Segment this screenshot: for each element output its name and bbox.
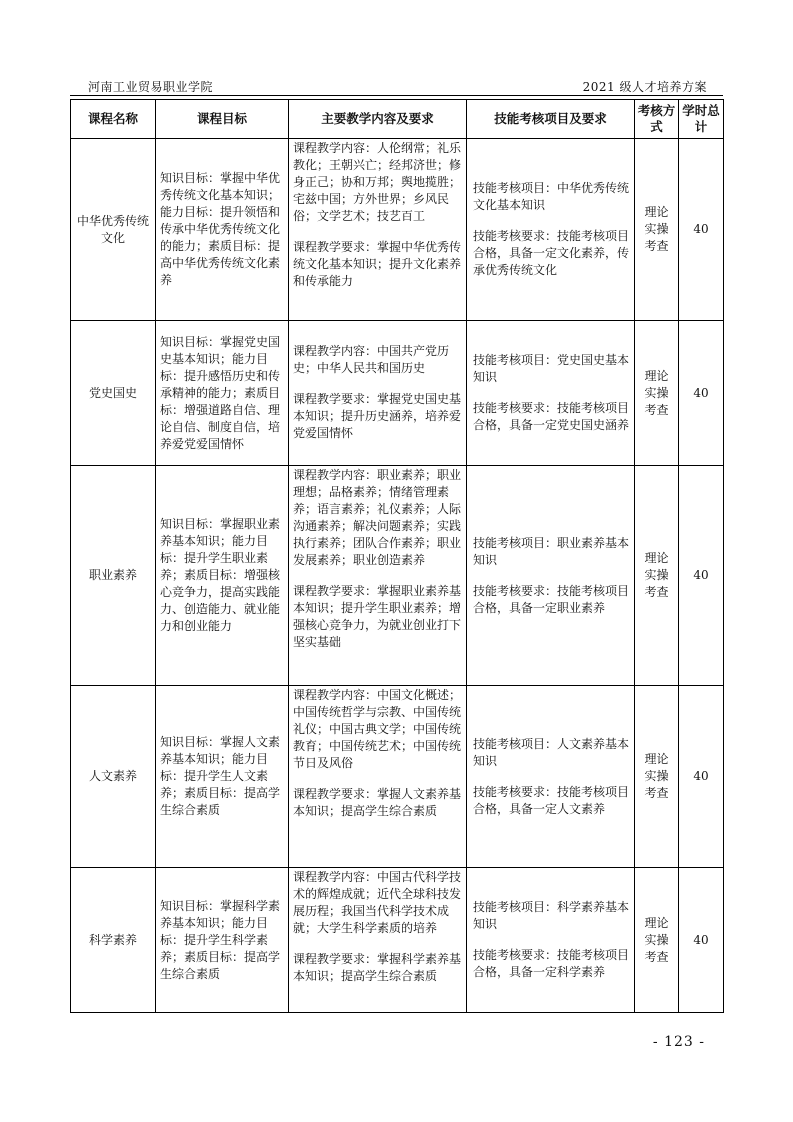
- col-header-course-goal: 课程目标: [156, 100, 289, 139]
- col-header-course-name: 课程名称: [71, 100, 156, 139]
- assessment-method: 理论实操考查: [635, 321, 679, 466]
- skill-item: 技能考核项目：中华优秀传统文化基本知识: [473, 181, 630, 212]
- content-requirements: 课程教学要求：掌握党史国史基本知识；提升历史涵养，培养爱党爱国情怀: [293, 392, 462, 440]
- course-name: 人文素养: [71, 686, 156, 868]
- course-goal: 知识目标：掌握党史国史基本知识；能力目标：提升感悟历史和传承精神的能力；素质目标：增强道路自信、理论自信、制度自信，培养爱党爱国情怀: [156, 321, 289, 466]
- skill-assessment: [467, 686, 635, 868]
- course-goal: 知识目标：掌握科学素养基本知识；能力目标：提升学生科学素养；素质目标：提高学生综合素质: [156, 868, 289, 1013]
- skill-item: 技能考核项目：科学素养基本知识: [473, 900, 630, 931]
- content-requirements: 课程教学要求：掌握职业素养基本知识；提升学生职业素养；增强核心竞争力，为就业创业打下坚实基础: [293, 584, 462, 649]
- content-requirements: 课程教学要求：掌握人文素养基本知识；提高学生综合素质: [293, 787, 462, 818]
- total-hours: 40: [679, 139, 724, 321]
- assessment-method: 理论实操考查: [635, 466, 679, 686]
- skill-assessment: [467, 868, 635, 1013]
- course-goal: 知识目标：掌握人文素养基本知识；能力目标：提升学生人文素养；素质目标：提高学生综合素质: [156, 686, 289, 868]
- total-hours: 40: [679, 321, 724, 466]
- col-header-hours: 学时总计: [679, 100, 724, 139]
- skill-assessment: [467, 466, 635, 686]
- skill-requirements: 技能考核要求：技能考核项目合格，具备一定职业素养: [473, 583, 630, 615]
- course-content: [289, 139, 467, 321]
- course-table: [70, 99, 724, 1013]
- content-requirements: 课程教学要求：掌握中华优秀传统文化基本知识；提升文化素养和传承能力: [293, 240, 462, 288]
- skill-item: 技能考核项目：职业素养基本知识: [473, 535, 630, 567]
- page-number: - 123 -: [652, 1034, 705, 1050]
- col-header-method: 考核方式: [635, 100, 679, 139]
- total-hours: 40: [679, 868, 724, 1013]
- assessment-method: 理论实操考查: [635, 139, 679, 321]
- skill-requirements: 技能考核要求：技能考核项目合格，具备一定人文素养: [473, 784, 630, 816]
- course-name: 科学素养: [71, 868, 156, 1013]
- col-header-skill: 技能考核项目及要求: [467, 100, 635, 139]
- content-items: 课程教学内容：人伦纲常；礼乐教化；王朝兴亡；经邦济世；修身正己；协和万邦；舆地揽胜；宅兹中国；方外世界；乡风民俗；文学艺术；技艺百工: [293, 141, 462, 223]
- course-name: 中华优秀传统文化: [71, 139, 156, 321]
- course-content: [289, 466, 467, 686]
- course-goal: 知识目标：掌握职业素养基本知识；能力目标：提升学生职业素养；素质目标：增强核心竞争力，提高实践能力、创造能力、就业能力和创业能力: [156, 466, 289, 686]
- assessment-method: 理论实操考查: [635, 686, 679, 868]
- content-requirements: 课程教学要求：掌握科学素养基本知识；提高学生综合素质: [293, 952, 462, 983]
- header-school-name: 河南工业贸易职业学院: [88, 80, 214, 94]
- table-row: [71, 868, 724, 1013]
- course-name: 党史国史: [71, 321, 156, 466]
- skill-assessment: [467, 321, 635, 466]
- table-header-row: [71, 100, 724, 139]
- skill-requirements: 技能考核要求：技能考核项目合格，具备一定党史国史涵养: [473, 401, 630, 432]
- content-items: 课程教学内容：中国文化概述；中国传统哲学与宗教、中国传统礼仪；中国古典文学；中国传统教育；中国传统艺术；中国传统节日及风俗: [293, 688, 462, 770]
- col-header-content: 主要教学内容及要求: [289, 100, 467, 139]
- course-content: [289, 321, 467, 466]
- course-content: [289, 686, 467, 868]
- table-row: [71, 686, 724, 868]
- skill-item: 技能考核项目：人文素养基本知识: [473, 736, 630, 768]
- content-items: 课程教学内容：中国共产党历史；中华人民共和国历史: [293, 344, 450, 375]
- skill-requirements: 技能考核要求：技能考核项目合格，具备一定科学素养: [473, 948, 630, 979]
- skill-requirements: 技能考核要求：技能考核项目合格，具备一定文化素养，传承优秀传统文化: [473, 229, 630, 277]
- course-name: 职业素养: [71, 466, 156, 686]
- table-row: [71, 139, 724, 321]
- assessment-method: 理论实操考查: [635, 868, 679, 1013]
- skill-item: 技能考核项目：党史国史基本知识: [473, 353, 630, 384]
- course-content: [289, 868, 467, 1013]
- table-row: [71, 466, 724, 686]
- header-divider: [70, 95, 723, 96]
- course-goal: 知识目标：掌握中华优秀传统文化基本知识；能力目标：提升领悟和传承中华优秀传统文化的能力；素质目标：提高中华优秀传统文化素养: [156, 139, 289, 321]
- table-row: [71, 321, 724, 466]
- content-items: 课程教学内容：中国古代科学技术的辉煌成就；近代全球科技发展历程；我国当代科学技术成就；大学生科学素质的培养: [293, 870, 462, 935]
- total-hours: 40: [679, 466, 724, 686]
- header-plan-title: 2021 级人才培养方案: [582, 80, 707, 94]
- content-items: 课程教学内容：职业素养；职业理想；品格素养；情绪管理素养；语言素养；礼仪素养；人际沟通素养；解决问题素养；实践执行素养；团队合作素养；职业发展素养；职业创造素养: [293, 468, 462, 567]
- skill-assessment: [467, 139, 635, 321]
- total-hours: 40: [679, 686, 724, 868]
